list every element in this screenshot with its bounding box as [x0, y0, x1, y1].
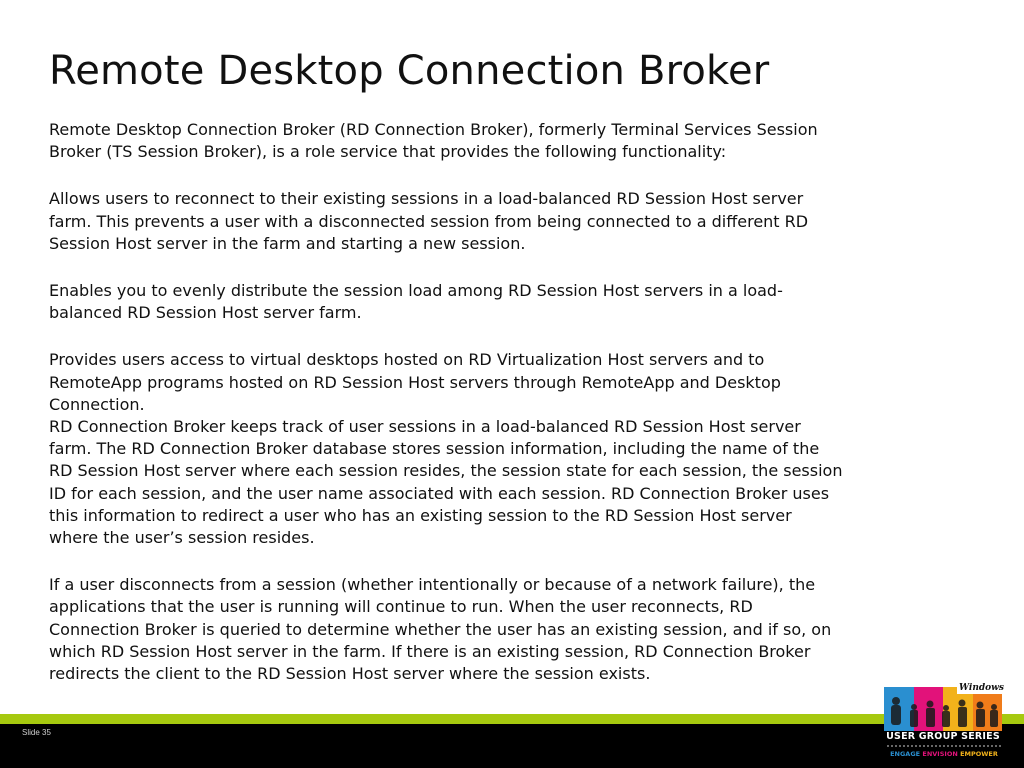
body-paragraph-virtual-desktops: Provides users access to virtual desktops hosted on RD Virtualization Host servers and to RemoteApp programs hosted on RD Session Host servers through RemoteApp and Desktop Connection. — [49, 350, 781, 414]
logo-tagline — [882, 749, 1006, 759]
body-paragraph-load-balance: Enables you to evenly distribute the session load among RD Session Host servers in a load- balanced RD Session Host server farm. — [49, 281, 783, 323]
logo-script-text: Windows — [958, 683, 1004, 693]
footer-bar — [0, 724, 1024, 768]
slide-body — [49, 119, 984, 710]
body-paragraph-intro: Remote Desktop Connection Broker (RD Connection Broker), formerly Terminal Services Session Broker (TS Session Broker), is a role service that provides the following functionality: — [49, 120, 818, 162]
body-paragraph-reconnect: Allows users to reconnect to their existing sessions in a load-balanced RD Session Host server farm. This prevents a user with a disconnected session from being connected to a different RD Session Host server in the farm and starting a new session. — [49, 189, 809, 253]
body-paragraph-disconnect: If a user disconnects from a session (whether intentionally or because of a network failure), the applications that the user is running will continue to run. When the user reconnects, RD Connection Broker is queried to determine whether the user has an existing session, and if so, on which RD Session Host server in the farm. If there is an existing session, RD Connection Broker redirects the client to the RD Session Host server where the session exists. — [49, 575, 832, 684]
logo-tagline-envision: ENVISION — [922, 750, 958, 758]
body-paragraph-session-tracking: RD Connection Broker keeps track of user sessions in a load-balanced RD Session Host server farm. The RD Connection Broker database stores session information, including the name of the RD Session Host server where each session resides, the session state for each session, the session ID for each session, and the user name associated with each session. RD Connection Broker uses this information to redirect a user who has an existing session to the RD Session Host server where the user’s session resides. — [49, 417, 843, 548]
user-group-series-logo — [878, 684, 1008, 764]
logo-series-text: USER GROUP SERIES — [886, 731, 1000, 742]
slide-title: Remote Desktop Connection Broker — [49, 48, 770, 94]
logo-tagline-engage: ENGAGE — [890, 750, 921, 758]
slide-number: Slide 35 — [22, 728, 51, 737]
footer-accent-bar — [0, 714, 1024, 724]
logo-tagline-empower: EMPOWER — [960, 750, 998, 758]
logo-dots-divider — [886, 744, 1002, 748]
